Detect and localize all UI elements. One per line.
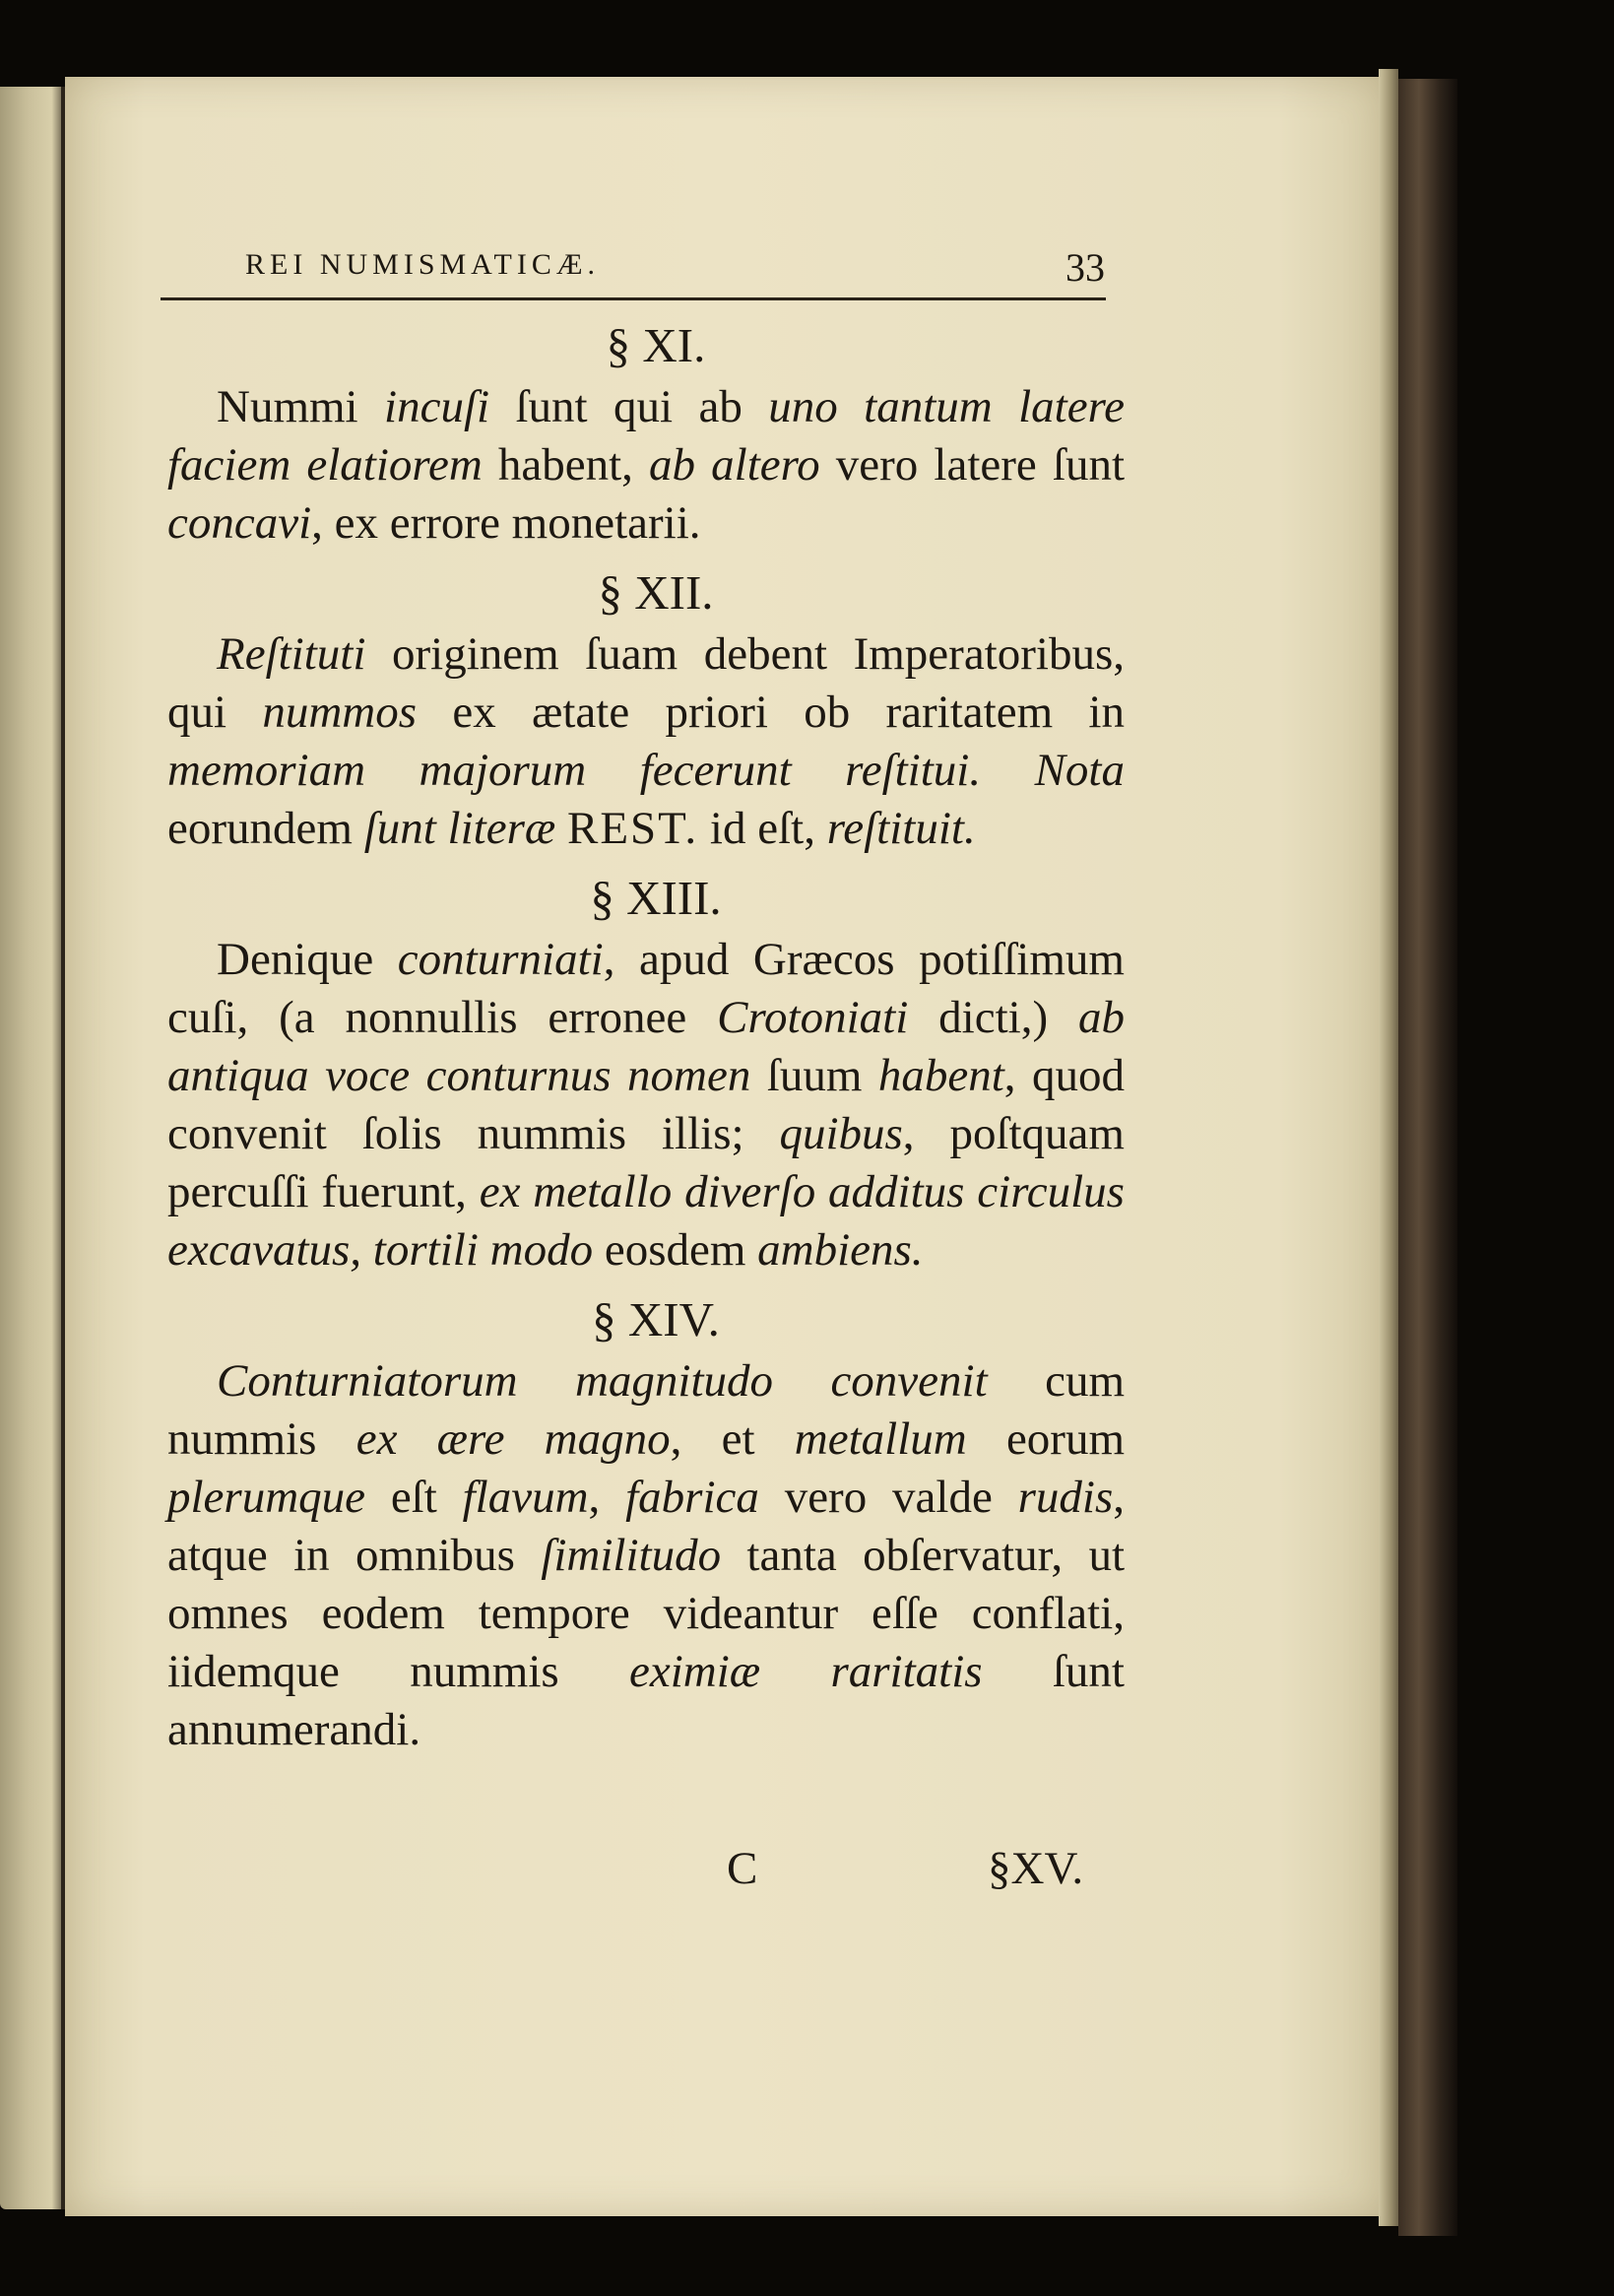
- text-run: , apud Græcos potiſſimum cuſi, (a nonnullis erronee: [167, 934, 1125, 1043]
- signature-mark: C: [727, 1843, 758, 1894]
- page-footer: [167, 1842, 1125, 1901]
- italic-run: ambiens.: [757, 1224, 924, 1276]
- italic-run: fabrica: [625, 1472, 759, 1523]
- italic-run: metallum: [794, 1413, 967, 1465]
- page-stack-edge: [1379, 69, 1398, 2226]
- section-paragraph: [167, 1352, 1125, 1759]
- section-paragraph: [167, 378, 1125, 553]
- text-run: ,: [588, 1472, 626, 1523]
- section-13: [167, 866, 1125, 1279]
- text-run: vero valde: [758, 1472, 1018, 1523]
- text-run: id eſt,: [698, 803, 827, 854]
- italic-run: Conturniatorum magnitudo convenit: [217, 1355, 988, 1407]
- section-paragraph: [167, 931, 1125, 1279]
- section-paragraph: [167, 625, 1125, 858]
- text-run: , et: [670, 1413, 795, 1465]
- italic-run: eximiæ raritatis: [629, 1646, 983, 1697]
- italic-run: concavi: [167, 497, 312, 549]
- text-run: eſt: [365, 1472, 463, 1523]
- text-run: ſunt qui ab: [489, 381, 769, 432]
- italic-run: ex metallo diverſo additus circulus excavatus, tortili modo: [167, 1166, 1125, 1276]
- text-run: vero latere ſunt: [819, 439, 1126, 491]
- text-run: dicti,): [908, 992, 1079, 1043]
- text-run: eorundem: [167, 803, 364, 854]
- italic-run: rudis: [1017, 1472, 1114, 1523]
- text-run: originem ſuam debent Imperatoribus, qui: [167, 628, 1125, 738]
- italic-run: ab altero: [649, 439, 820, 491]
- page-number: 33: [1065, 245, 1105, 290]
- section-heading: § XII.: [598, 565, 714, 620]
- italic-run: memoriam majorum fecerunt reſtitui. Nota: [167, 745, 1125, 796]
- text-run: , atque in omnibus: [167, 1472, 1126, 1581]
- text-run: cum nummis: [167, 1355, 1125, 1465]
- italic-run: nummos: [262, 687, 418, 738]
- section-heading: § XIV.: [592, 1292, 720, 1346]
- running-title: REI NUMISMATICÆ.: [245, 248, 601, 281]
- previous-page-edge: [0, 87, 69, 2209]
- text-run: ſuum: [750, 1050, 878, 1101]
- section-12: [167, 560, 1125, 858]
- italic-run: ſimilitudo: [541, 1530, 722, 1581]
- italic-run: ab antiqua voce conturnus nomen: [167, 992, 1126, 1101]
- italic-run: uno tantum latere faciem elatiorem: [167, 381, 1125, 491]
- text-run: ſunt annumerandi.: [167, 1646, 1125, 1755]
- text-run: [555, 803, 567, 854]
- header-rule: [161, 297, 1106, 300]
- italic-run: ſunt literæ: [363, 803, 556, 854]
- text-run: Denique: [217, 934, 398, 985]
- catchword: §XV.: [988, 1843, 1084, 1894]
- italic-run: incuſi: [384, 381, 490, 432]
- italic-run: reſtituit.: [826, 803, 976, 854]
- text-run: , quod convenit ſolis nummis illis;: [167, 1050, 1125, 1159]
- italic-run: habent: [877, 1050, 1004, 1101]
- text-run: , poſtquam percuſſi fuerunt,: [167, 1108, 1125, 1217]
- section-heading: § XIII.: [590, 871, 722, 925]
- italic-run: flavum: [462, 1472, 589, 1523]
- italic-run: quibus: [779, 1108, 903, 1159]
- text-run: eosdem: [593, 1224, 758, 1276]
- small-caps-run: REST.: [566, 803, 699, 854]
- section-14: [167, 1287, 1125, 1759]
- italic-run: conturniati: [397, 934, 604, 985]
- italic-run: Reſtituti: [217, 628, 366, 680]
- section-11: [167, 313, 1125, 553]
- text-run: eorum: [966, 1413, 1126, 1465]
- text-run: Nummi: [217, 381, 385, 432]
- text-run: , ex errore monetarii.: [311, 497, 701, 549]
- italic-run: ex ære magno: [355, 1413, 671, 1465]
- page-body: [167, 313, 1125, 1767]
- book-cover-edge: [1398, 79, 1457, 2236]
- italic-run: plerumque: [167, 1472, 366, 1523]
- text-run: habent,: [482, 439, 650, 491]
- section-heading: § XI.: [606, 318, 706, 372]
- text-run: ex ætate priori ob raritatem in: [417, 687, 1125, 738]
- text-run: tanta obſervatur, ut omnes eodem tempore videantur eſſe conflati, iidemque nummis: [167, 1530, 1126, 1697]
- italic-run: Crotoniati: [717, 992, 909, 1043]
